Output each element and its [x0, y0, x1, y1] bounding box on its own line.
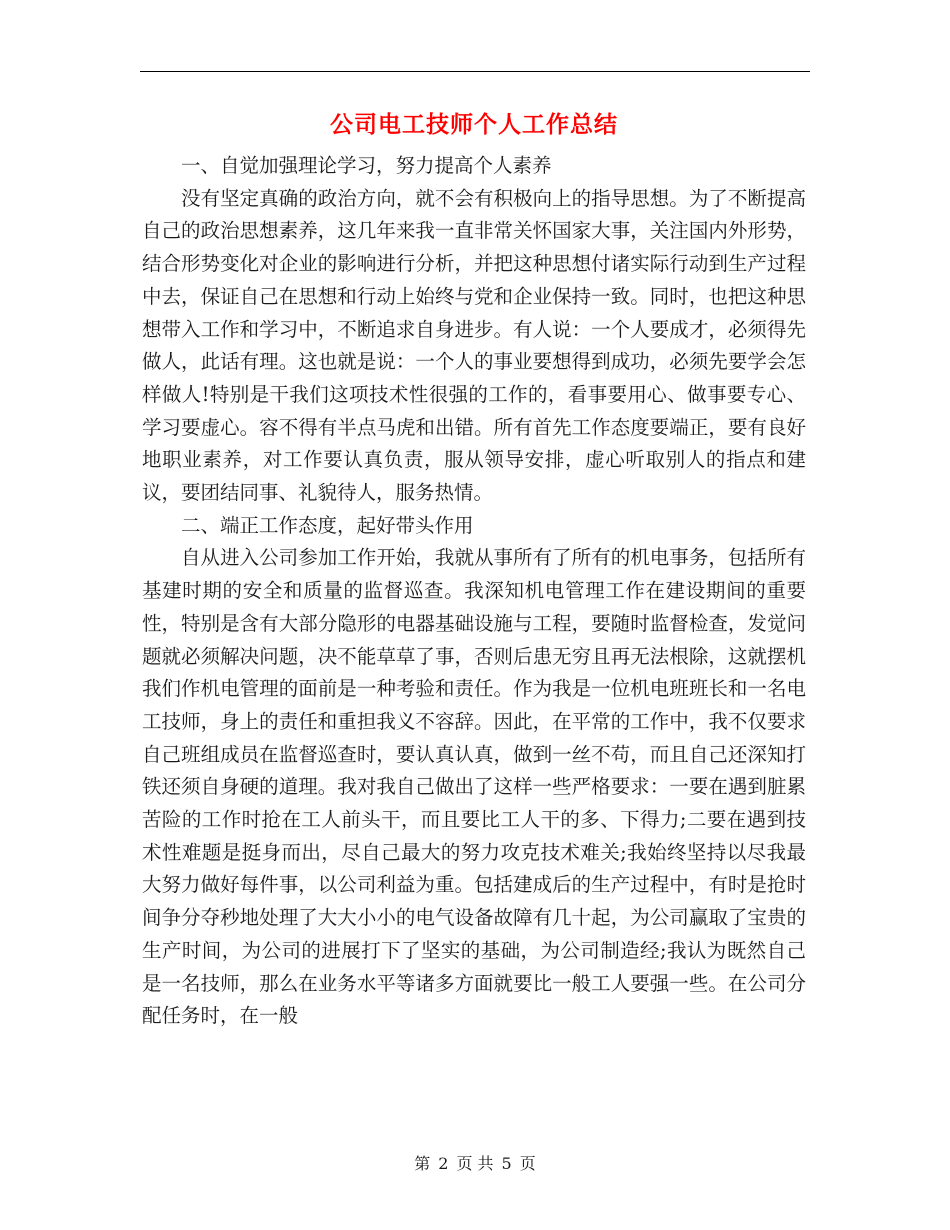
- section-heading-1: 一、自觉加强理论学习，努力提高个人素养: [181, 154, 552, 177]
- footer-mid: 页 共: [456, 1154, 494, 1173]
- paragraph-1: 没有坚定真确的政治方向，就不会有积极向上的指导思想。为了不断提高自己的政治思想素养，这几年来我一直非常关怀国家大事，关注国内外形势，结合形势变化对企业的影响进行分析，并把这种思想付诸实际行动到生产过程中去，保证自己在思想和行动上始终与党和企业保持一致。同时，也把这种思想带入工作和学习中，不断追求自身进步。有人说：一个人要成才，必须得先做人，此话有理。这也就是说：一个人的事业要想得到成功，必须先要学会怎样做人!特别是干我们这项技术性很强的工作的，看事要用心、做事要专心、学习要虚心。容不得有半点马虎和出错。所有首先工作态度要端正，要有良好地职业素养，对工作要认真负责，服从领导安排，虚心听取别人的指点和建议，要团结同事、礼貌待人，服务热情。: [142, 186, 806, 505]
- footer-current-page: 2: [438, 1154, 449, 1173]
- footer-suffix: 页: [519, 1154, 536, 1173]
- document-title: 公司电工技师个人工作总结: [330, 111, 618, 138]
- header-rule: [140, 71, 810, 72]
- section-heading-2: 二、端正工作态度，起好带头作用: [181, 513, 474, 537]
- page-footer: [0, 1152, 950, 1176]
- footer-prefix: 第: [414, 1154, 431, 1173]
- footer-total-pages: 5: [501, 1154, 512, 1173]
- document-body: [142, 100, 806, 1033]
- paragraph-2: 自从进入公司参加工作开始，我就从事所有了所有的机电事务，包括所有基建时期的安全和质量的监督巡查。我深知机电管理工作在建设期间的重要性，特别是含有大部分隐形的电器基础设施与工程，要随时监督检查，发觉问题就必须解决问题，决不能草草了事，否则后患无穷且再无法根除，这就摆机我们作机电管理的面前是一种考验和责任。作为我是一位机电班班长和一名电工技师，身上的责任和重担我义不容辞。因此，在平常的工作中，我不仅要求自己班组成员在监督巡查时，要认真认真，做到一丝不苟，而且自己还深知打铁还须自身硬的道理。我对我自己做出了这样一些严格要求：一要在遇到脏累苦险的工作时抢在工人前头干，而且要比工人干的多、下得力;二要在遇到技术性难题是挺身而出，尽自己最大的努力攻克技术难关;我始终坚持以尽我最大努力做好每件事，以公司利益为重。包括建成后的生产过程中，有时是抢时间争分夺秒地处理了大大小小的电气设备故障有几十起，为公司赢取了宝贵的生产时间，为公司的进展打下了坚实的基础，为公司制造经;我认为既然自己是一名技师，那么在业务水平等诸多方面就要比一般工人要强一些。在公司分配任务时，在一般: [142, 546, 806, 1028]
